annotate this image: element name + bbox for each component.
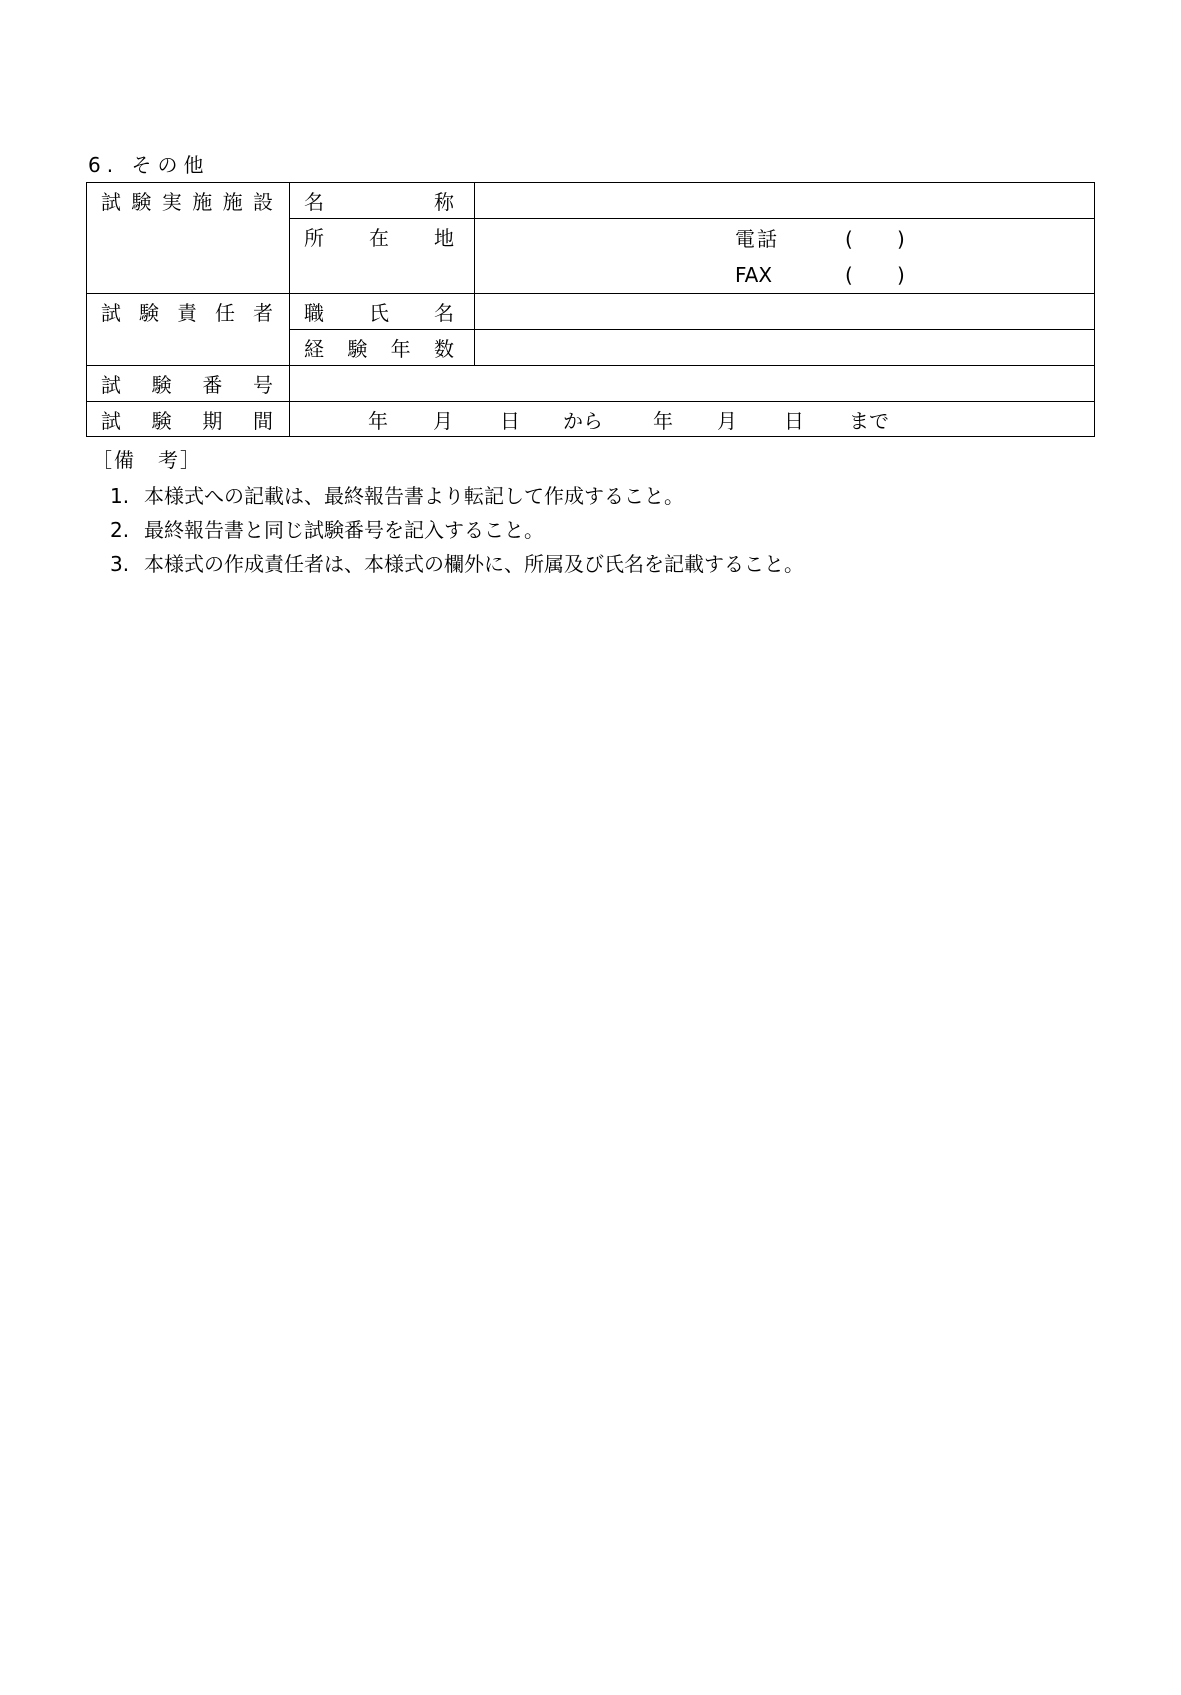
fax-label: FAX — [735, 263, 773, 287]
test-period-header-cell — [87, 402, 290, 437]
date-line — [290, 402, 1094, 436]
note-item — [110, 483, 804, 517]
experience-header-cell — [290, 330, 475, 366]
start-day-unit: 日 — [500, 409, 520, 433]
fax-paren-close: ) — [897, 263, 905, 287]
info-form-table — [86, 182, 1095, 437]
note-text: 本様式の作成責任者は、本様式の欄外に、所属及び氏名を記載すること。 — [144, 552, 804, 576]
notes-heading: ［備 考］ — [92, 448, 202, 472]
fax-line — [475, 255, 1094, 291]
facility-name-value[interactable] — [475, 183, 1095, 219]
address-label: 所在地 — [304, 226, 454, 250]
tel-line — [475, 219, 1094, 255]
end-month-unit: 月 — [717, 409, 737, 433]
name-header-cell — [290, 183, 475, 219]
tel-label: 電話 — [735, 227, 779, 251]
note-number: 1. — [110, 484, 130, 508]
facility-label: 試験実施施設 — [101, 190, 273, 214]
experience-value[interactable] — [475, 330, 1095, 366]
row-test-number — [87, 366, 1095, 402]
test-period-value[interactable] — [290, 402, 1095, 437]
end-year-unit: 年 — [653, 409, 673, 433]
note-item — [110, 517, 804, 551]
until-text: まで — [849, 409, 889, 433]
test-number-header-cell — [87, 366, 290, 402]
responsible-header-cell — [87, 294, 290, 366]
end-day-unit: 日 — [784, 409, 804, 433]
start-year-unit: 年 — [368, 409, 388, 433]
experience-label: 経験年数 — [304, 337, 454, 361]
row-test-period — [87, 402, 1095, 437]
facility-header-cell — [87, 183, 290, 294]
test-period-label: 試験期間 — [101, 409, 273, 433]
facility-address-value[interactable] — [475, 219, 1095, 294]
fax-paren-open: ( — [845, 263, 853, 287]
test-number-label: 試験番号 — [101, 373, 273, 397]
note-number: 2. — [110, 518, 130, 542]
note-text: 最終報告書と同じ試験番号を記入すること。 — [144, 518, 544, 542]
notes-list — [110, 483, 804, 585]
start-month-unit: 月 — [433, 409, 453, 433]
note-item — [110, 551, 804, 585]
position-name-header-cell — [290, 294, 475, 330]
test-number-value[interactable] — [290, 366, 1095, 402]
row-responsible-name — [87, 294, 1095, 330]
from-text: から — [563, 409, 603, 433]
tel-paren-open: ( — [845, 227, 853, 251]
tel-paren-close: ) — [897, 227, 905, 251]
position-name-value[interactable] — [475, 294, 1095, 330]
address-header-cell — [290, 219, 475, 294]
position-name-label: 職氏名 — [304, 301, 454, 325]
responsible-label: 試験責任者 — [101, 301, 273, 325]
row-facility-name — [87, 183, 1095, 219]
name-label: 名称 — [304, 190, 454, 214]
note-text: 本様式への記載は、最終報告書より転記して作成すること。 — [144, 484, 684, 508]
section-title: 6. その他 — [88, 153, 210, 177]
note-number: 3. — [110, 552, 130, 576]
